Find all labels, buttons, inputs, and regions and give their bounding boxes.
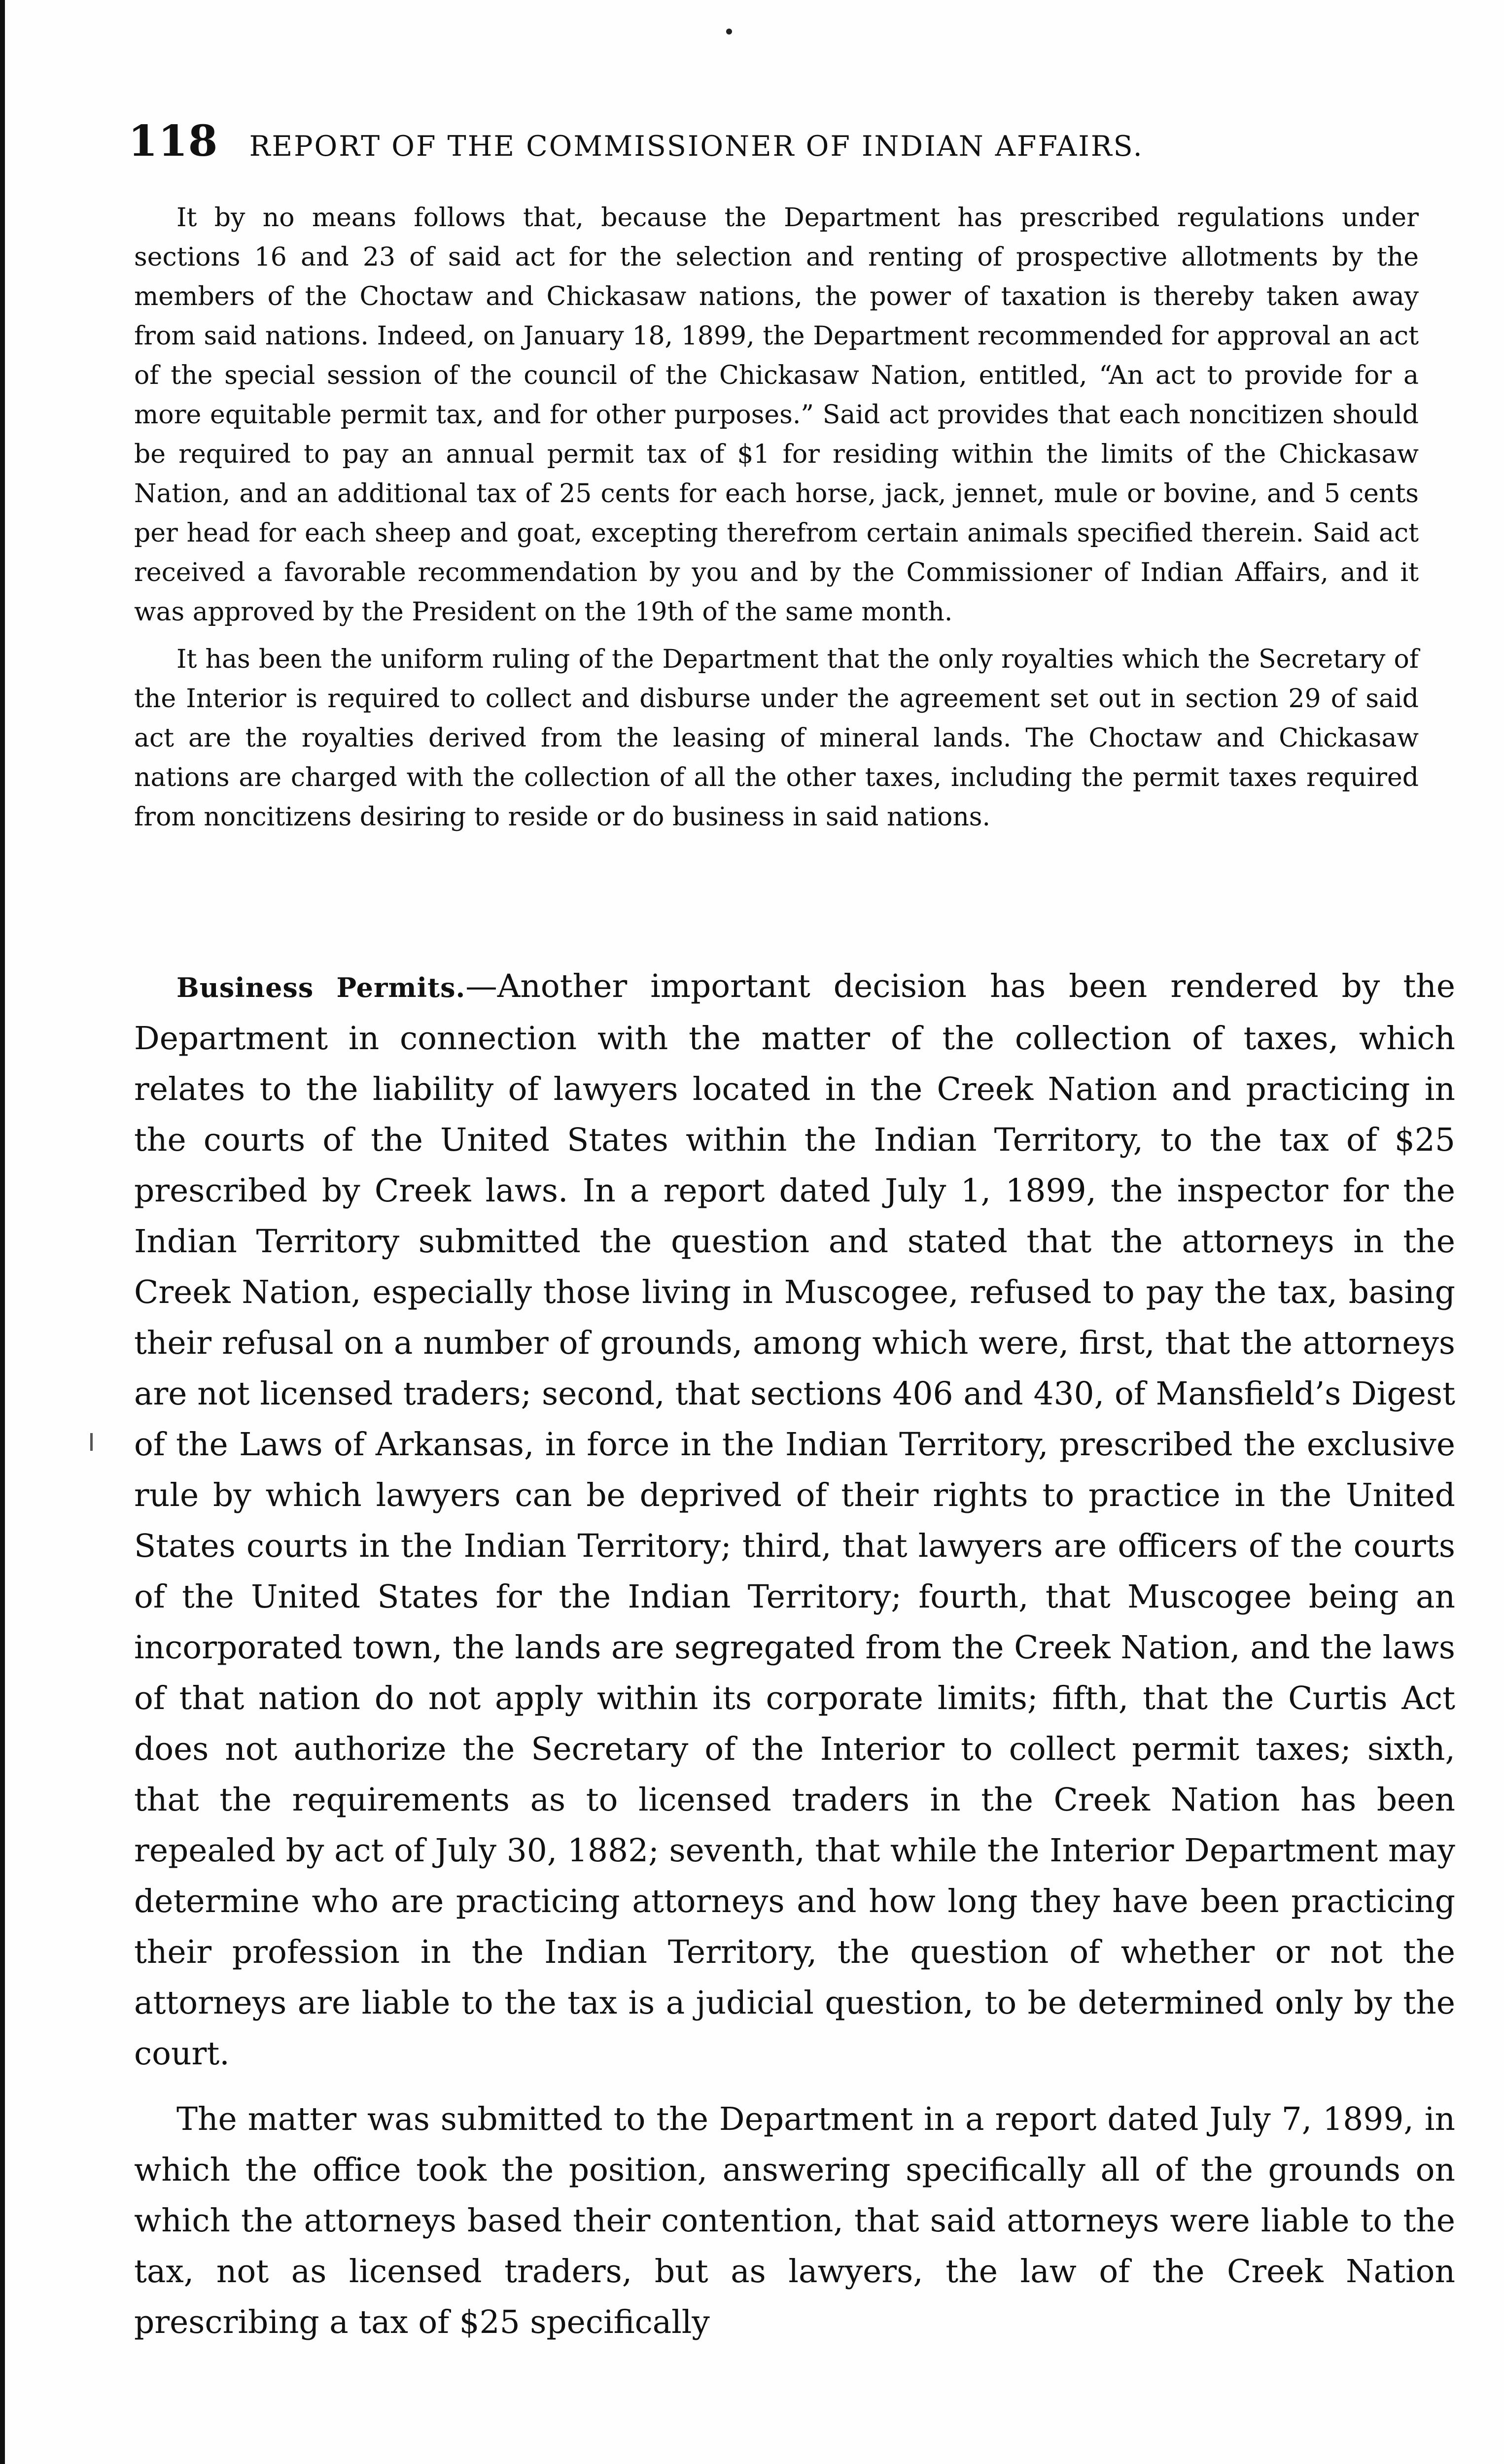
- running-title: REPORT OF THE COMMISSIONER OF INDIAN AFFAIRS.: [249, 130, 1144, 163]
- paragraph-chickasaw-taxation: It by no means follows that, because the Department has prescribed regulations under sections 16 and 23 of said act for the selection and renting of prospective allotments by the members of the Choctaw and Chickasaw nations, the power of taxation is thereby taken away from said nations. Indeed, on January 18, 1899, the Department recommended for approval an act of the special session of the council of the Chickasaw Nation, entitled, “An act to provide for a more equitable permit tax, and for other purposes.” Said act provides that each noncitizen should be required to pay an annual permit tax of $1 for residing within the limits of the Chickasaw Nation, and an additional tax of 25 cents for each horse, jack, jennet, mule or bovine, and 5 cents per head for each sheep and goat, excepting therefrom certain animals specified therein. Said act received a favorable recommendation by you and by the Commissioner of Indian Affairs, and it was approved by the President on the 19th of the same month.: [134, 203, 1419, 627]
- paragraph-royalties-ruling: It has been the uniform ruling of the Department that the only royalties which the Secretary of the Interior is required to collect and disburse under the agreement set out in section 29 of said act are the royalties derived from the leasing of mineral lands. The Choctaw and Chickasaw nations are charged with the collection of all the other taxes, including the permit taxes required from noncitizens desiring to reside or do business in said nations.: [134, 645, 1419, 832]
- large-type-section: [134, 961, 1455, 2362]
- small-type-section: [134, 198, 1419, 845]
- page-header: [128, 116, 1469, 175]
- paragraph-department-report: The matter was submitted to the Department in a report dated July 7, 1899, in which the office took the position, answering specifically all of the grounds on which the attorneys based their contention, that said attorneys were liable to the tax, not as licensed traders, but as lawyers, the law of the Creek Nation prescribing a tax of $25 specifically: [134, 2101, 1455, 2341]
- section-heading-business-permits: Business Permits.: [176, 972, 466, 1003]
- business-permits-text: —Another important decision has been rendered by the Department in connection with the matter of the collection of taxes, which relates to the liability of lawyers located in the Creek Nation and practicing in the courts of the United States within the Indian Territory, to the tax of $25 prescribed by Creek laws. In a report dated July 1, 1899, the inspector for the Indian Territory submitted the question and stated that the attorneys in the Creek Nation, especially those living in Muscogee, refused to pay the tax, basing their refusal on a number of grounds, among which were, first, that the attorneys are not licensed traders; second, that sections 406 and 430, of Mansfield’s Digest of the Laws of Arkansas, in force in the Indian Territory, prescribed the exclusive rule by which lawyers can be deprived of their rights to practice in the United States courts in the Indian Territory; third, that lawyers are officers of the courts of the United States for the Indian Territory; fourth, that Muscogee being an incorporated town, the lands are segregated from the Creek Nation, and the laws of that nation do not apply within its corporate limits; fifth, that the Curtis Act does not authorize the Secretary of the Interior to collect permit taxes; sixth, that the requirements as to licensed traders in the Creek Nation has been repealed by act of July 30, 1882; seventh, that while the Interior Department may determine who are practicing attorneys and how long they have been practicing their profession in the Indian Territory, the question of whether or not the attorneys are liable to the tax is a judicial question, to be determined only by the court.: [134, 968, 1455, 2072]
- page-number: 118: [128, 116, 218, 166]
- paragraph-business-permits: [134, 961, 1455, 2079]
- scan-speck: [726, 29, 732, 34]
- scan-stray-mark: [90, 1433, 93, 1451]
- scan-edge-left: [0, 0, 5, 2464]
